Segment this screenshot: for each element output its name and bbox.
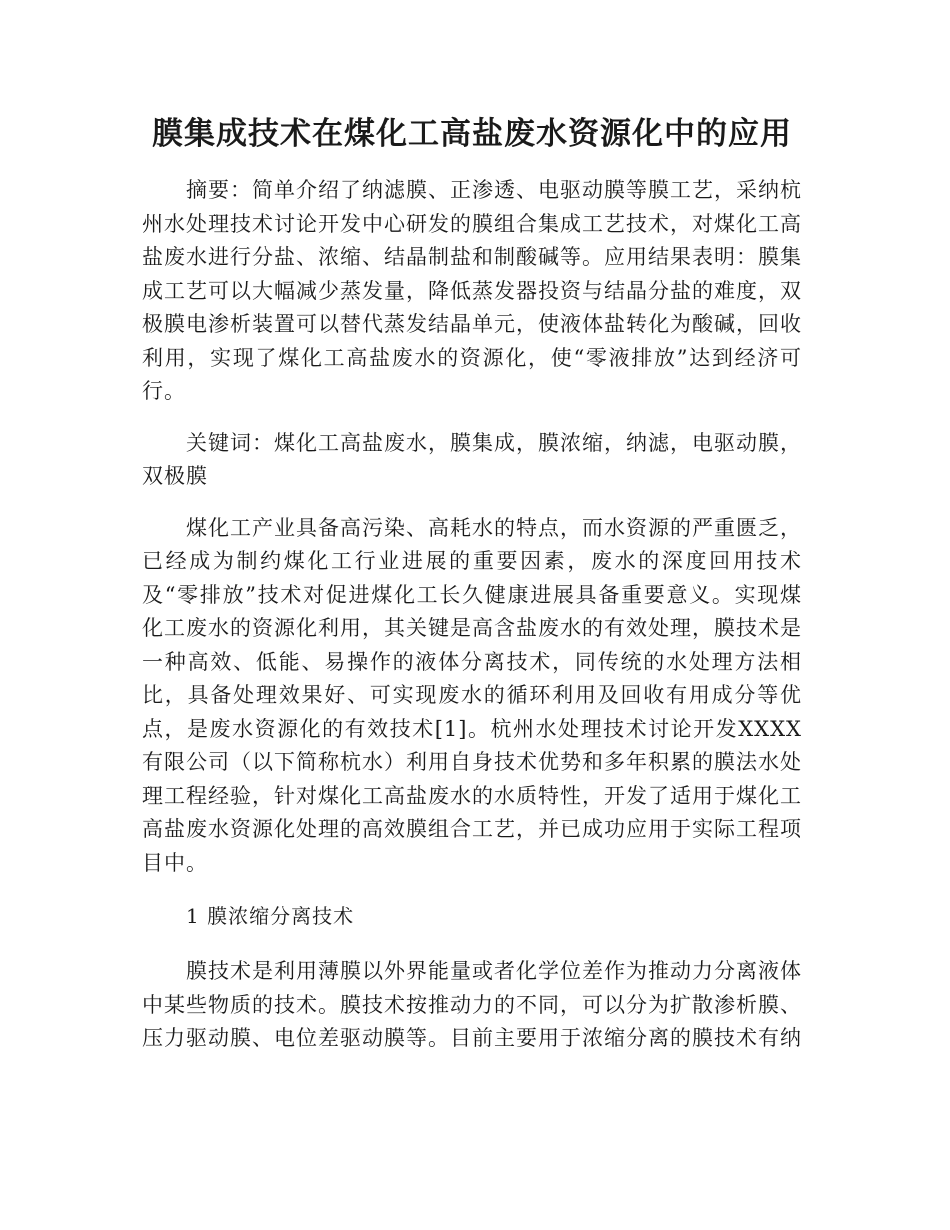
section-1-heading: 1 膜浓缩分离技术	[186, 904, 355, 928]
document-page	[142, 112, 802, 1072]
section-1-paragraph: 膜技术是利用薄膜以外界能量或者化学位差作为推动力分离液体中某些物质的技术。膜技术按推动力的不同，可以分为扩散渗析膜、压力驱动膜、电位差驱动膜等。目前主要用于浓缩分离的膜技术有纳	[142, 959, 802, 1050]
abstract-paragraph: 摘要：简单介绍了纳滤膜、正渗透、电驱动膜等膜工艺，采纳杭州水处理技术讨论开发中心研发的膜组合集成工艺技术，对煤化工高盐废水进行分盐、浓缩、结晶制盐和制酸碱等。应用结果表明：膜集成工艺可以大幅减少蒸发量，降低蒸发器投资与结晶分盐的难度，双极膜电渗析装置可以替代蒸发结晶单元，使液体盐转化为酸碱，回收利用，实现了煤化工高盐废水的资源化，使“零液排放”达到经济可行。	[142, 178, 802, 403]
keywords-paragraph: 关键词：煤化工高盐废水，膜集成，膜浓缩，纳滤，电驱动膜，双极膜	[142, 430, 802, 488]
intro-paragraph: 煤化工产业具备高污染、高耗水的特点，而水资源的严重匮乏，已经成为制约煤化工行业进展的重要因素，废水的深度回用技术及“零排放”技术对促进煤化工长久健康进展具备重要意义。实现煤化工废水的资源化利用，其关键是高含盐废水的有效处理，膜技术是一种高效、低能、易操作的液体分离技术，同传统的水处理方法相比，具备处理效果好、可实现废水的循环利用及回收有用成分等优点，是废水资源化的有效技术[1]。杭州水处理技术讨论开发XXXX有限公司（以下简称杭水）利用自身技术优势和多年积累的膜法水处理工程经验，针对煤化工高盐废水的水质特性，开发了适用于煤化工高盐废水资源化处理的高效膜组合工艺，并已成功应用于实际工程项目中。	[142, 515, 802, 875]
document-title: 膜集成技术在煤化工高盐废水资源化中的应用	[152, 116, 792, 152]
